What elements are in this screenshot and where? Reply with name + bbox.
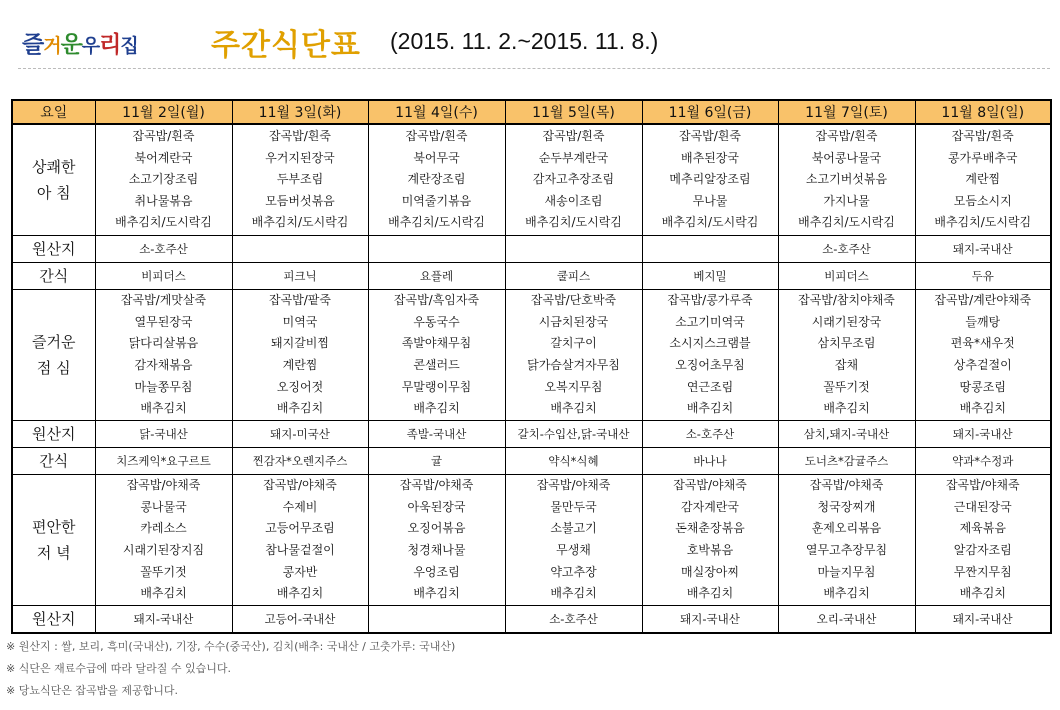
menu-item: 소고기버섯볶음 [805, 172, 888, 187]
menu-item: 닭가슴살겨자무침 [527, 358, 620, 372]
menu-item: 모듬버섯볶음 [265, 193, 335, 208]
snack-cell [642, 263, 778, 290]
origin-text: 돼지-국내산 [133, 612, 194, 626]
menu-item: 훈제오리볶음 [811, 521, 882, 536]
menu-item: 꼴뚜기젓 [140, 564, 187, 579]
menu-item: 매실장아찌 [681, 564, 739, 579]
origin-text: 돼지-미국산 [270, 427, 330, 441]
menu-item: 배추김치 [823, 401, 870, 416]
menu-item: 근대된장국 [953, 499, 1012, 514]
origin-text: 돼지-국내산 [952, 612, 1013, 626]
menu-item: 상추겉절이 [953, 358, 1012, 372]
day-header: 11월 3일(화) [232, 100, 368, 124]
menu-item: 닭다리살볶음 [128, 336, 199, 351]
menu-item: 고등어무조림 [265, 521, 335, 536]
menu-item: 콩자반 [282, 564, 318, 579]
day-header: 11월 4일(수) [368, 100, 505, 124]
menu-item: 호박볶음 [686, 543, 734, 557]
origin-cell [95, 606, 232, 634]
origin-cell [368, 421, 505, 448]
menu-item: 갈치구이 [550, 336, 597, 351]
date-range: (2015. 11. 2.~2015. 11. 8.) [390, 28, 659, 54]
menu-item: 배추김치/도시락김 [661, 215, 759, 230]
menu-item: 오징어초무침 [675, 358, 745, 372]
menu-item: 잡곡밥/야채죽 [673, 478, 747, 493]
menu-cell [778, 475, 915, 606]
origin-cell [778, 236, 915, 263]
origin-text: 갈치-수입산,닭-국내산 [517, 427, 630, 441]
menu-item: 두부조림 [276, 172, 324, 187]
snack-item: 두유 [971, 269, 994, 283]
menu-item: 무말랭이무침 [401, 379, 472, 394]
menu-item: 땅콩조림 [959, 379, 1006, 394]
menu-item: 배추김치 [686, 586, 734, 601]
snack-cell [368, 448, 505, 475]
menu-item: 청국장찌개 [817, 499, 876, 514]
origin-cell [95, 236, 232, 263]
origin-text: 고등어-국내산 [264, 612, 336, 626]
snack-item: 찐감자*오렌지주스 [252, 454, 348, 468]
menu-item: 가지나물 [823, 193, 870, 208]
origin-text: 오리-국내산 [816, 612, 877, 626]
menu-item: 배추김치 [413, 586, 460, 601]
menu-item: 배추김치/도시락김 [525, 215, 622, 230]
origin-cell [368, 236, 505, 263]
menu-item: 잡곡밥/흰죽 [542, 129, 605, 144]
menu-item: 배추김치/도시락김 [251, 215, 349, 230]
menu-item: 메추리알장조림 [669, 172, 751, 187]
snack-item: 약식*식혜 [548, 454, 599, 468]
menu-cell [505, 475, 642, 606]
menu-item: 시금치된장국 [538, 314, 609, 329]
origin-text: 소-호주산 [822, 242, 871, 256]
menu-item: 잡곡밥/흰죽 [951, 129, 1014, 144]
menu-cell [232, 475, 368, 606]
origin-text [506, 236, 642, 262]
brand-letter: 즐 [22, 32, 44, 58]
snack-cell [915, 263, 1051, 290]
origin-cell [642, 606, 778, 634]
menu-item: 족발야채무침 [401, 336, 472, 351]
menu-cell [642, 124, 778, 236]
day-header: 11월 2일(월) [95, 100, 232, 124]
menu-item: 잡곡밥/야채죽 [263, 478, 337, 493]
menu-item: 청경채나물 [407, 543, 466, 557]
origin-text [369, 236, 505, 262]
origin-text: 삼치,돼지-국내산 [803, 427, 890, 441]
menu-item: 잡곡밥/계란야채죽 [934, 293, 1032, 308]
menu-cell [915, 475, 1051, 606]
menu-item: 소고기장조림 [128, 172, 199, 187]
menu-cell [778, 124, 915, 236]
weekly-menu-table [11, 99, 1052, 634]
menu-cell [642, 290, 778, 421]
menu-item: 계란찜 [965, 172, 1001, 187]
menu-item: 배추김치 [276, 401, 324, 416]
origin-text: 닭-국내산 [139, 427, 188, 441]
origin-label: 원산지 [12, 606, 95, 634]
page-title: 주간식단표 [211, 28, 361, 63]
menu-item: 잡곡밥/단호박죽 [530, 293, 617, 308]
menu-item: 수제비 [282, 499, 318, 514]
menu-item: 제육볶음 [959, 521, 1006, 536]
menu-item: 무나물 [692, 193, 728, 208]
menu-item: 새송이조림 [544, 193, 603, 208]
origin-text [369, 606, 505, 632]
snack-am-row [12, 263, 1051, 290]
snack-cell [778, 448, 915, 475]
menu-item: 잡곡밥/팥죽 [268, 293, 331, 308]
menu-item: 돈채춘장볶음 [675, 521, 745, 536]
day-header: 11월 7일(토) [778, 100, 915, 124]
menu-item: 꼴뚜기젓 [823, 379, 870, 394]
snack-item: 치즈케익*요구르트 [116, 454, 211, 468]
menu-item: 배추김치 [413, 401, 460, 416]
origin-cell [95, 421, 232, 448]
menu-item: 미역국 [282, 314, 318, 329]
menu-cell [368, 124, 505, 236]
menu-item: 알감자조림 [953, 543, 1012, 557]
menu-item: 시래기된장지짐 [122, 543, 205, 557]
menu-cell [368, 475, 505, 606]
menu-item: 계란찜 [282, 358, 318, 372]
origin-cell [642, 421, 778, 448]
menu-item: 배추김치/도시락김 [798, 215, 895, 230]
menu-cell [95, 290, 232, 421]
menu-cell [915, 290, 1051, 421]
menu-item: 배추김치 [959, 586, 1006, 601]
menu-item: 잡곡밥/야채죽 [945, 478, 1020, 493]
origin-cell [778, 606, 915, 634]
snack-cell [915, 448, 1051, 475]
menu-cell [505, 124, 642, 236]
snack-item: 피크닉 [283, 269, 317, 283]
menu-item: 마늘쫑무침 [134, 379, 193, 394]
menu-item: 잡곡밥/야채죽 [399, 478, 474, 493]
menu-cell [95, 475, 232, 606]
origin-cell [778, 421, 915, 448]
snack-cell [778, 263, 915, 290]
menu-item: 콩가루배추국 [947, 150, 1018, 165]
origin-cell [915, 606, 1051, 634]
menu-item: 돼지갈비찜 [271, 336, 329, 351]
brand-letter: 운 [60, 32, 82, 58]
menu-item: 잡곡밥/흰죽 [678, 129, 741, 144]
snack-pm-row [12, 448, 1051, 475]
snack-cell [642, 448, 778, 475]
origin-cell [505, 606, 642, 634]
origin-cell [232, 606, 368, 634]
menu-item: 북어무국 [413, 150, 460, 165]
menu-item: 들깨탕 [965, 314, 1001, 329]
menu-cell [232, 290, 368, 421]
menu-item: 무짠지무침 [953, 564, 1012, 579]
menu-item: 배추김치/도시락김 [115, 215, 212, 230]
title-divider [18, 68, 1050, 69]
footnote: ※ 당뇨식단은 잡곡밥을 제공합니다. [6, 684, 178, 697]
menu-item: 계란장조림 [407, 172, 466, 187]
menu-item: 오복지무침 [544, 379, 603, 394]
title-bar [18, 18, 1048, 62]
menu-item: 배추김치 [823, 586, 870, 601]
origin-text [233, 236, 368, 262]
menu-item: 시래기된장국 [811, 314, 882, 329]
menu-item: 잡곡밥/콩가루죽 [667, 293, 753, 308]
menu-item: 콩나물국 [140, 499, 187, 514]
menu-cell [368, 290, 505, 421]
origin-label: 원산지 [12, 236, 95, 263]
origin-cell [232, 421, 368, 448]
origin-cell [915, 236, 1051, 263]
snack-cell [505, 263, 642, 290]
day-header: 11월 6일(금) [642, 100, 778, 124]
menu-item: 잡곡밥/참치야채죽 [798, 293, 895, 308]
menu-item: 열무고추장무침 [805, 543, 888, 557]
menu-item: 소고기미역국 [675, 314, 745, 329]
snack-item: 약과*수정과 [952, 454, 1014, 468]
brand-letter: 리 [99, 32, 121, 58]
origin-text: 소-호주산 [549, 612, 598, 626]
menu-item: 아욱된장국 [407, 499, 466, 514]
menu-cell [505, 290, 642, 421]
menu-item: 잡곡밥/흰죽 [268, 129, 331, 144]
menu-item: 잡곡밥/야채죽 [126, 478, 201, 493]
menu-item: 삼치무조림 [817, 336, 876, 351]
snack-cell [368, 263, 505, 290]
breakfast-row [12, 124, 1051, 236]
menu-item: 카레소스 [140, 521, 187, 536]
day-header: 11월 5일(목) [505, 100, 642, 124]
menu-cell [915, 124, 1051, 236]
origin-cell [915, 421, 1051, 448]
origin-text: 소-호주산 [685, 427, 735, 441]
menu-item: 배추김치 [550, 586, 597, 601]
day-column-header: 요일 [12, 100, 95, 124]
brand-letter: 집 [120, 35, 138, 57]
origin-text: 족발-국내산 [406, 427, 467, 441]
menu-item: 취나물볶음 [134, 193, 193, 208]
menu-item: 순두부계란국 [538, 150, 609, 165]
menu-item: 잡채 [834, 358, 859, 372]
menu-item: 연근조림 [686, 379, 734, 394]
snack-cell [505, 448, 642, 475]
snack-pm-label: 간식 [12, 448, 95, 475]
snack-cell [95, 263, 232, 290]
footnotes [6, 636, 455, 702]
menu-item: 잡곡밥/흰죽 [815, 129, 878, 144]
menu-item: 배추김치 [959, 401, 1006, 416]
menu-item: 물만두국 [550, 499, 597, 514]
snack-item: 귤 [430, 454, 443, 468]
snack-item: 베지밀 [693, 269, 727, 283]
origin-text [643, 236, 778, 262]
header-row [12, 100, 1051, 124]
menu-item: 북어콩나물국 [811, 150, 882, 165]
origin-cell [232, 236, 368, 263]
menu-item: 모듬소시지 [953, 193, 1012, 208]
menu-cell [778, 290, 915, 421]
menu-item: 배추김치 [140, 586, 187, 601]
origin-text: 돼지-국내산 [680, 612, 740, 626]
menu-item: 마늘지무침 [817, 564, 876, 579]
snack-cell [95, 448, 232, 475]
origin-cell [368, 606, 505, 634]
menu-item: 무생채 [556, 543, 591, 557]
dinner-origin-row [12, 606, 1051, 634]
snack-item: 비피더스 [824, 269, 869, 283]
menu-item: 잡곡밥/야채죽 [809, 478, 884, 493]
footnote: ※ 식단은 재료수급에 따라 달라질 수 있습니다. [6, 662, 231, 675]
menu-item: 배추김치 [686, 401, 734, 416]
brand-letter: 거 [43, 35, 61, 57]
snack-item: 바나나 [693, 454, 727, 468]
brand-letter: 우 [81, 35, 100, 57]
menu-item: 참나물겉절이 [265, 543, 335, 557]
snack-item: 비피더스 [141, 269, 186, 283]
menu-item: 감자채볶음 [134, 358, 193, 372]
menu-item: 우거지된장국 [265, 150, 335, 165]
origin-cell [642, 236, 778, 263]
menu-item: 오징어젓 [276, 379, 324, 394]
origin-label: 원산지 [12, 421, 95, 448]
lunch-row [12, 290, 1051, 421]
breakfast-label: 상쾌한 아 침 [12, 124, 95, 236]
breakfast-origin-row [12, 236, 1051, 263]
menu-item: 배추김치/도시락김 [934, 215, 1032, 230]
menu-item: 열무된장국 [134, 314, 193, 329]
menu-item: 소불고기 [550, 521, 597, 536]
snack-am-label: 간식 [12, 263, 95, 290]
menu-item: 콘샐러드 [413, 358, 460, 372]
menu-item: 북어계란국 [134, 150, 193, 165]
lunch-label: 즐거운 점 심 [12, 290, 95, 421]
menu-item: 잡곡밥/게맛살죽 [120, 293, 207, 308]
origin-text: 소-호주산 [139, 242, 188, 256]
menu-item: 배추김치/도시락김 [388, 215, 485, 230]
menu-item: 잡곡밥/흰죽 [132, 129, 195, 144]
menu-item: 약고추장 [550, 564, 597, 579]
menu-item: 배추된장국 [681, 150, 739, 165]
origin-cell [505, 421, 642, 448]
menu-cell [232, 124, 368, 236]
snack-cell [232, 263, 368, 290]
menu-item: 오징어볶음 [407, 521, 466, 536]
brand-logo [22, 26, 138, 59]
menu-item: 감자계란국 [681, 499, 739, 514]
menu-cell [95, 124, 232, 236]
snack-item: 도너츠*감귤주스 [804, 454, 889, 468]
day-header: 11월 8일(일) [915, 100, 1051, 124]
menu-item: 우동국수 [413, 314, 460, 329]
lunch-origin-row [12, 421, 1051, 448]
menu-item: 잡곡밥/흰죽 [405, 129, 468, 144]
menu-item: 우엉조림 [413, 564, 460, 579]
dinner-row [12, 475, 1051, 606]
origin-text: 돼지-국내산 [952, 427, 1013, 441]
menu-item: 감자고추장조림 [532, 172, 615, 187]
snack-item: 쿨피스 [556, 269, 591, 283]
menu-cell [642, 475, 778, 606]
menu-item: 잡곡밥/흑임자죽 [393, 293, 480, 308]
menu-item: 배추김치 [276, 586, 324, 601]
origin-cell [505, 236, 642, 263]
menu-item: 배추김치 [550, 401, 597, 416]
menu-item: 잡곡밥/야채죽 [536, 478, 611, 493]
menu-item: 편육*새우젓 [950, 336, 1015, 351]
menu-item: 배추김치 [140, 401, 187, 416]
snack-cell [232, 448, 368, 475]
menu-item: 미역줄기볶음 [401, 193, 472, 208]
origin-text: 돼지-국내산 [952, 242, 1013, 256]
dinner-label: 편안한 저 녁 [12, 475, 95, 606]
menu-item: 소시지스크램블 [669, 336, 751, 351]
footnote: ※ 원산지 : 쌀, 보리, 흑미(국내산), 기장, 수수(중국산), 김치(배추: 국내산 / 고춧가루: 국내산) [6, 640, 456, 653]
snack-item: 요플레 [419, 269, 454, 283]
